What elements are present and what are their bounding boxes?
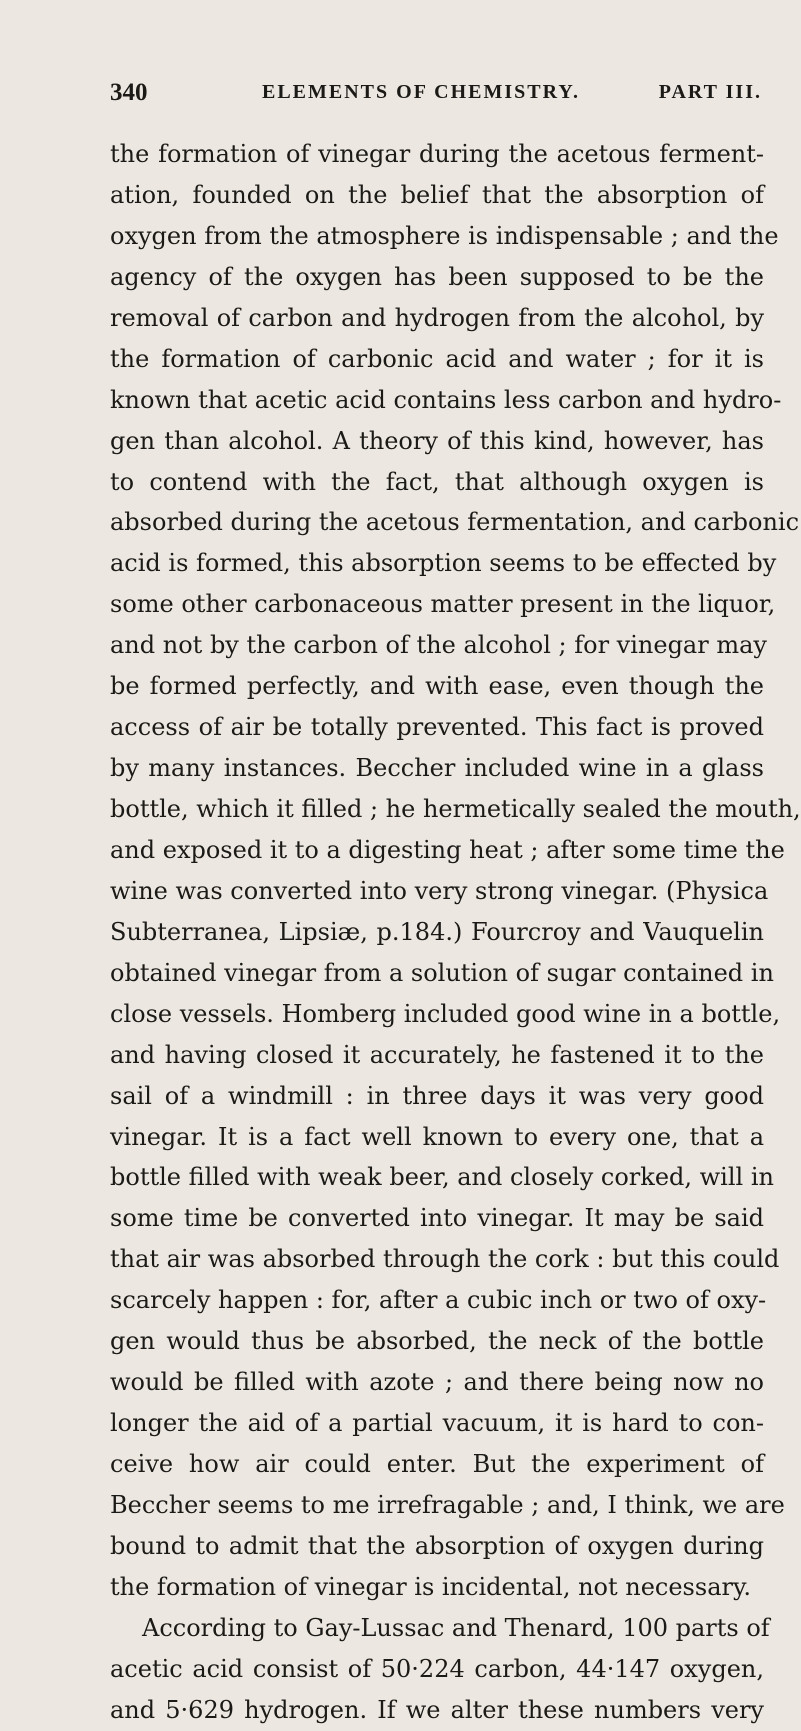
text-line: Beccher seems to me irrefragable ; and, I think, we are	[110, 1490, 785, 1519]
text-line: that air was absorbed through the cork : but this could	[110, 1245, 780, 1274]
text-line: be formed perfectly, and with ease, even though the	[110, 672, 764, 701]
text-line: vinegar. It is a fact well known to every one, that a	[110, 1122, 764, 1151]
text-line: gen would thus be absorbed, the neck of the bottle	[110, 1327, 764, 1356]
text-line: sail of a windmill : in three days it was very good	[110, 1081, 764, 1110]
text-line: and not by the carbon of the alcohol ; for vinegar may	[110, 631, 767, 660]
text-line: to contend with the fact, that although oxygen is	[110, 467, 764, 496]
text-line: oxygen from the atmosphere is indispensable ; and the	[110, 221, 779, 250]
text-line: close vessels. Homberg included good wine in a bottle,	[110, 999, 781, 1028]
text-line: by many instances. Beccher included wine in a glass	[110, 754, 764, 783]
page-number: 340	[110, 79, 148, 106]
text-line: access of air be totally prevented. This fact is proved	[110, 713, 764, 742]
text-line: ceive how air could enter. But the experiment of	[110, 1450, 764, 1478]
body-text	[110, 134, 801, 1731]
text-line: and exposed it to a digesting heat ; after some time the	[110, 835, 785, 864]
text-line: and 5·629 hydrogen. If we alter these numbers very	[110, 1695, 764, 1724]
text-line: some other carbonaceous matter present in the liquor,	[110, 590, 776, 619]
text-line: bottle, which it filled ; he hermetically sealed the mouth,	[110, 795, 801, 823]
text-line: the formation of carbonic acid and water ; for it is	[110, 344, 764, 373]
text-line: known that acetic acid contains less carbon and hydro-	[110, 385, 782, 414]
text-line: the formation of vinegar during the acetous ferment-	[110, 140, 764, 168]
text-line: bound to admit that the absorption of oxygen during	[110, 1531, 764, 1560]
text-line: ation, founded on the belief that the absorption of	[110, 180, 764, 209]
text-line: acetic acid consist of 50·224 carbon, 44·147 oxygen,	[110, 1654, 764, 1683]
page-header	[110, 79, 762, 113]
part-label: PART III.	[658, 81, 762, 103]
text-line: bottle filled with weak beer, and closely corked, will in	[110, 1163, 774, 1192]
text-line: and having closed it accurately, he fastened it to the	[110, 1040, 764, 1069]
running-title: ELEMENTS OF CHEMISTRY.	[262, 81, 580, 103]
text-line: removal of carbon and hydrogen from the alcohol, by	[110, 303, 764, 332]
text-line: gen than alcohol. A theory of this kind, however, has	[110, 426, 764, 455]
text-line: agency of the oxygen has been supposed to be the	[110, 262, 764, 291]
text-line: acid is formed, this absorption seems to be effected by	[110, 549, 777, 578]
text-line: scarcely happen : for, after a cubic inch or two of oxy-	[110, 1286, 767, 1315]
text-line: some time be converted into vinegar. It may be said	[110, 1204, 764, 1233]
text-line: the formation of vinegar is incidental, not necessary.	[110, 1572, 751, 1601]
text-line: obtained vinegar from a solution of sugar contained in	[110, 958, 774, 987]
text-line: absorbed during the acetous fermentation, and carbonic	[110, 508, 800, 537]
text-line: Subterranea, Lipsiæ, p.184.) Fourcroy and Vauquelin	[110, 917, 764, 946]
text-line: longer the aid of a partial vacuum, it is hard to con-	[110, 1409, 764, 1438]
text-line: wine was converted into very strong vinegar. (Physica	[110, 876, 769, 905]
text-line: would be filled with azote ; and there being now no	[110, 1368, 764, 1397]
text-line: According to Gay-Lussac and Thenard, 100 parts of	[142, 1613, 770, 1642]
